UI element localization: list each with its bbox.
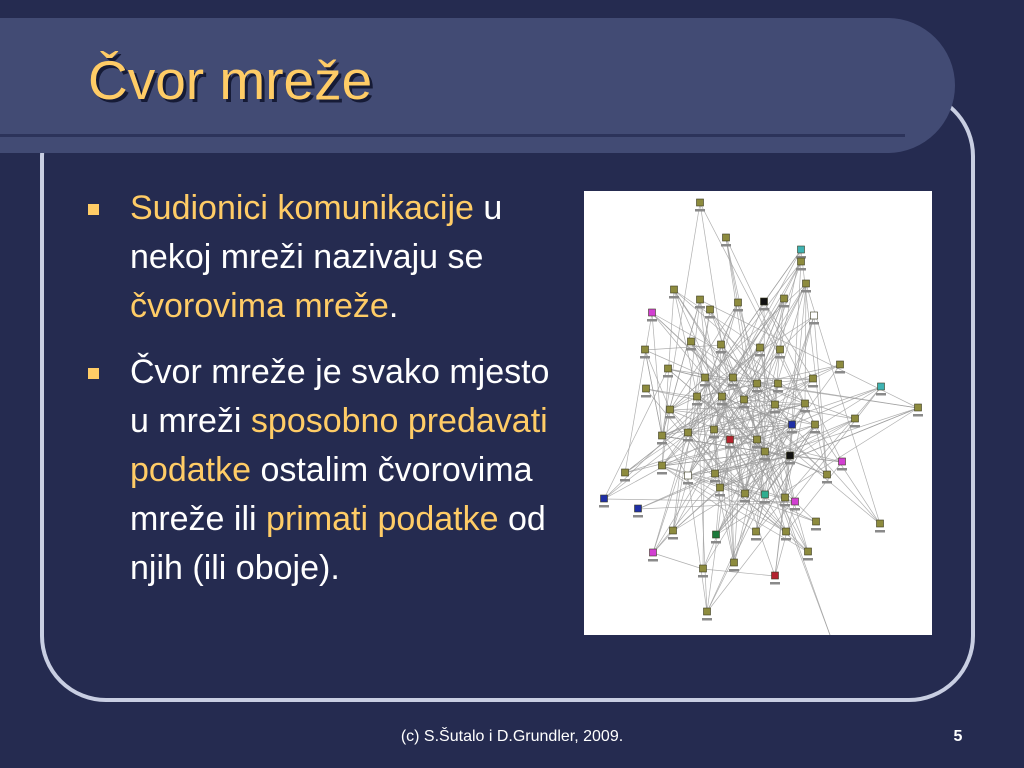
text-segment: u mreži (130, 402, 251, 440)
network-node-box (665, 365, 672, 372)
network-node (822, 471, 832, 484)
network-node (770, 572, 780, 585)
bullet-line (130, 282, 558, 331)
network-node-box (719, 393, 726, 400)
text-segment: primati podatke (266, 500, 499, 538)
text-segment: Sudionici komunikacije (130, 189, 474, 227)
network-node (850, 415, 860, 428)
network-edge (645, 350, 662, 436)
network-node-label (803, 558, 813, 561)
text-segment: ostalim čvorovima (251, 451, 533, 489)
network-node-box (694, 393, 701, 400)
network-node-label (695, 209, 705, 212)
network-node-box (754, 380, 761, 387)
network-node (809, 312, 819, 325)
network-node-box (762, 491, 769, 498)
network-node (702, 608, 712, 621)
network-node-label (709, 436, 719, 439)
network-node (695, 296, 705, 309)
network-node-box (782, 494, 789, 501)
text-segment: sposobno predavati (250, 402, 548, 440)
network-node (657, 432, 667, 445)
network-node (773, 380, 783, 393)
network-node-label (705, 316, 715, 319)
network-node-label (698, 575, 708, 578)
network-node-label (648, 559, 658, 562)
network-node-label (717, 403, 727, 406)
network-node (752, 380, 762, 393)
network-node (837, 458, 847, 471)
network-node-label (721, 244, 731, 247)
network-node (695, 199, 705, 212)
network-node (787, 421, 797, 434)
network-node-box (811, 312, 818, 319)
network-node-label (641, 395, 651, 398)
network-node-box (635, 505, 642, 512)
network-node-box (712, 470, 719, 477)
network-node-box (878, 383, 885, 390)
network-node (641, 385, 651, 398)
network-node-label (599, 505, 609, 508)
bullet-line (130, 495, 558, 544)
network-graph-image (584, 191, 932, 635)
network-node-label (781, 538, 791, 541)
text-segment: u (473, 189, 503, 227)
network-node-box (735, 299, 742, 306)
network-node-label (770, 411, 780, 414)
text-segment: mreže ili (130, 500, 267, 538)
network-node-box (700, 565, 707, 572)
network-node (683, 472, 693, 485)
network-node (835, 361, 845, 374)
page-number: 5 (953, 728, 963, 745)
network-node-box (781, 295, 788, 302)
network-node (779, 295, 789, 308)
network-node-label (683, 439, 693, 442)
network-node-box (762, 448, 769, 455)
network-edge (707, 495, 765, 612)
network-node-box (789, 421, 796, 428)
network-node-box (670, 527, 677, 534)
network-node (801, 280, 811, 293)
network-node-label (773, 390, 783, 393)
network-node (647, 309, 657, 322)
bullet-line (130, 397, 558, 446)
network-node-box (813, 518, 820, 525)
network-node-label (770, 582, 780, 585)
network-node (796, 258, 806, 271)
network-node-label (700, 384, 710, 387)
text-segment: nekoj mreži nazivaju se (130, 238, 484, 276)
network-node (663, 365, 673, 378)
text-segment: Čvor mreže je svako mjesto (130, 353, 550, 391)
network-node (686, 338, 696, 351)
network-node-label (779, 305, 789, 308)
network-node-label (665, 416, 675, 419)
network-edge (757, 440, 830, 635)
network-node-label (683, 482, 693, 485)
network-node-box (802, 400, 809, 407)
network-node (800, 400, 810, 413)
network-node-box (622, 469, 629, 476)
network-edge (604, 433, 688, 499)
network-node (669, 286, 679, 299)
network-node (729, 559, 739, 572)
network-node-box (824, 471, 831, 478)
network-node-box (713, 531, 720, 538)
network-node (796, 246, 806, 259)
network-node-box (685, 429, 692, 436)
network-node-label (913, 414, 923, 417)
network-node-label (780, 504, 790, 507)
network-node-label (710, 480, 720, 483)
network-node (739, 396, 749, 409)
network-node (760, 448, 770, 461)
text-segment: od (498, 500, 546, 538)
network-node-label (785, 462, 795, 465)
network-node (876, 383, 886, 396)
network-node-box (798, 246, 805, 253)
network-node-box (688, 338, 695, 345)
network-node-label (647, 319, 657, 322)
network-graph-svg (584, 191, 932, 635)
network-node (692, 393, 702, 406)
square-bullet-icon (88, 368, 99, 379)
network-node (725, 436, 735, 449)
bullet-line (130, 184, 558, 233)
network-node (648, 549, 658, 562)
network-node-box (702, 374, 709, 381)
network-node (717, 393, 727, 406)
network-node (599, 495, 609, 508)
network-node-label (755, 354, 765, 357)
network-node (810, 421, 820, 434)
network-node-box (777, 346, 784, 353)
network-node-label (740, 500, 750, 503)
network-node-label (759, 308, 769, 311)
network-node (698, 565, 708, 578)
network-node (633, 505, 643, 518)
slide-title: Čvor mreže (88, 49, 373, 111)
network-node-label (715, 494, 725, 497)
network-node (705, 306, 715, 319)
network-node-box (731, 559, 738, 566)
network-node-label (835, 371, 845, 374)
network-node (740, 490, 750, 503)
network-node-label (760, 458, 770, 461)
bullet-line (130, 233, 558, 282)
network-node-label (728, 384, 738, 387)
network-node-box (707, 306, 714, 313)
network-node-label (716, 351, 726, 354)
network-node-label (760, 501, 770, 504)
network-node-label (751, 538, 761, 541)
text-segment: njih (ili oboje). (130, 549, 340, 587)
network-node-label (725, 446, 735, 449)
network-node (781, 528, 791, 541)
network-node-box (723, 234, 730, 241)
network-node (721, 234, 731, 247)
network-node-label (702, 618, 712, 621)
network-node-label (657, 472, 667, 475)
network-node-box (642, 346, 649, 353)
network-node-box (671, 286, 678, 293)
network-node (709, 426, 719, 439)
network-edge (652, 313, 662, 436)
network-node-box (727, 436, 734, 443)
bullet-item-1 (88, 184, 558, 331)
network-node-label (810, 431, 820, 434)
network-node-label (775, 356, 785, 359)
network-node-box (667, 406, 674, 413)
network-edge (814, 316, 827, 475)
network-node-box (697, 296, 704, 303)
title-underline (0, 134, 905, 137)
network-node (683, 429, 693, 442)
network-node-box (601, 495, 608, 502)
network-node-box (915, 404, 922, 411)
network-node-box (650, 549, 657, 556)
network-node-label (692, 403, 702, 406)
network-node (640, 346, 650, 359)
bullet-item-2 (88, 348, 558, 593)
network-node (752, 436, 762, 449)
network-node-label (620, 479, 630, 482)
network-node-label (640, 356, 650, 359)
square-bullet-icon (88, 204, 99, 215)
network-node-label (809, 322, 819, 325)
network-node (733, 299, 743, 312)
bullet-list (88, 184, 558, 593)
network-node-box (775, 380, 782, 387)
network-edge (806, 284, 880, 524)
network-node-box (803, 280, 810, 287)
network-node-box (787, 452, 794, 459)
network-node-label (739, 406, 749, 409)
network-node-label (811, 528, 821, 531)
network-edge (653, 553, 703, 569)
network-node-box (685, 472, 692, 479)
network-node-label (875, 530, 885, 533)
network-node (759, 298, 769, 311)
network-node (808, 375, 818, 388)
network-node-box (852, 415, 859, 422)
network-node-box (877, 520, 884, 527)
network-node-label (633, 515, 643, 518)
network-node (715, 484, 725, 497)
network-node (913, 404, 923, 417)
network-node-label (729, 569, 739, 572)
network-node-label (790, 508, 800, 511)
network-node-box (659, 462, 666, 469)
network-node-box (704, 608, 711, 615)
network-node-label (850, 425, 860, 428)
network-node-label (752, 390, 762, 393)
network-node (710, 470, 720, 483)
network-node-box (643, 385, 650, 392)
network-node (657, 462, 667, 475)
network-node-label (800, 410, 810, 413)
network-node (716, 341, 726, 354)
network-node-label (669, 296, 679, 299)
network-node-box (792, 498, 799, 505)
network-edge (673, 300, 700, 531)
text-segment: čvorovima mreže (130, 287, 389, 325)
network-node (775, 346, 785, 359)
network-node-label (837, 468, 847, 471)
network-node-label (876, 393, 886, 396)
network-node-box (810, 375, 817, 382)
network-node-label (822, 481, 832, 484)
bullet-line (130, 348, 558, 397)
network-node-label (695, 306, 705, 309)
network-node-box (659, 432, 666, 439)
network-node-label (808, 385, 818, 388)
network-node (751, 528, 761, 541)
network-node-label (657, 442, 667, 445)
network-node-label (796, 268, 806, 271)
network-node-label (686, 348, 696, 351)
network-node (780, 494, 790, 507)
network-node-box (798, 258, 805, 265)
network-node (811, 518, 821, 531)
network-node-box (753, 528, 760, 535)
network-node-label (752, 446, 762, 449)
network-node-label (787, 431, 797, 434)
network-node-box (757, 344, 764, 351)
network-node (803, 548, 813, 561)
network-edge (625, 313, 652, 473)
network-edge (765, 452, 830, 635)
network-node-label (663, 375, 673, 378)
network-node-box (783, 528, 790, 535)
network-node (711, 531, 721, 544)
network-node (760, 491, 770, 504)
network-node (665, 406, 675, 419)
network-node-box (772, 572, 779, 579)
network-node (770, 401, 780, 414)
network-node-box (649, 309, 656, 316)
network-node (790, 498, 800, 511)
network-node-label (733, 309, 743, 312)
network-node-box (761, 298, 768, 305)
network-node (728, 374, 738, 387)
network-node-box (772, 401, 779, 408)
bullet-line (130, 446, 558, 495)
network-node (755, 344, 765, 357)
text-segment: . (388, 287, 399, 325)
network-node-label (801, 290, 811, 293)
footer-copyright: (c) S.Šutalo i D.Grundler, 2009. (400, 728, 624, 745)
network-node-label (668, 537, 678, 540)
network-node (700, 374, 710, 387)
network-node-box (741, 396, 748, 403)
bullet-line (130, 544, 558, 593)
network-node (785, 452, 795, 465)
network-node-box (812, 421, 819, 428)
network-node-box (805, 548, 812, 555)
network-node-box (697, 199, 704, 206)
network-node-box (730, 374, 737, 381)
network-node (620, 469, 630, 482)
network-node-box (839, 458, 846, 465)
network-node-box (837, 361, 844, 368)
network-node-box (711, 426, 718, 433)
network-node-box (754, 436, 761, 443)
network-edges (604, 203, 918, 635)
network-node-box (742, 490, 749, 497)
network-node (875, 520, 885, 533)
network-node (668, 527, 678, 540)
network-node-box (717, 484, 724, 491)
text-segment: podatke (130, 451, 251, 489)
network-node-box (718, 341, 725, 348)
network-node-label (711, 541, 721, 544)
